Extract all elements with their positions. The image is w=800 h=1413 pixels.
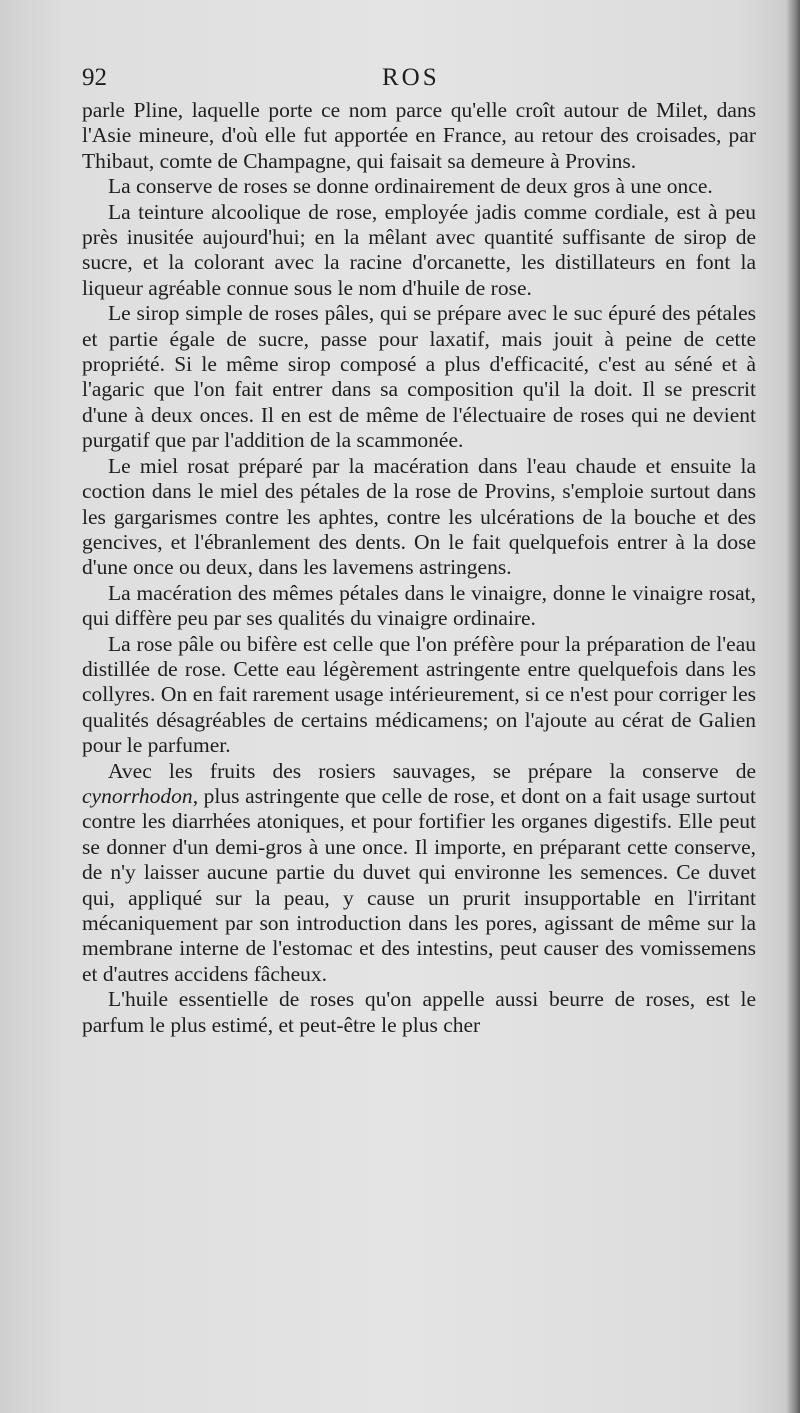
paragraph: La macération des mêmes pétales dans le vinaigre, donne le vinaigre rosat, qui diffère peu par ses qualités du vinaigre ordinaire. [82,580,756,631]
page-number: 92 [82,64,107,91]
italic-term: cynorrhodon [82,783,193,808]
paragraph: La conserve de roses se donne ordinairement de deux gros à une once. [108,174,713,199]
paragraph: Le miel rosat préparé par la macération dans l'eau chaude et ensuite la coction dans le miel des pétales de la rose de Provins, s'emploie surtout dans les gargarismes contre les aphtes, contre les ulcérations de la bouche et des gencives, et l'ébranlement des dents. On le fait quelquefois entrer à la dose d'une once ou deux, dans les lavemens astringens. [82,453,756,580]
paragraph: La teinture alcoolique de rose, employée jadis comme cordiale, est à peu près inusitée aujourd'hui; en la mêlant avec quantité suffisante de sirop de sucre, et la colorant avec la racine d'orcanette, les distillateurs en font la liqueur agréable connue sous le nom d'huile de rose. [82,199,756,300]
body-text [82,98,756,1038]
paragraph: parle Pline, laquelle porte ce nom parce qu'elle croît autour de Milet, dans l'Asie mineure, d'où elle fut apportée en France, au retour des croisades, par Thibaut, comte de Champagne, qui faisait sa demeure à Provins. [82,98,756,173]
page-edge-shadow [786,0,800,1413]
paragraph-text: Avec les fruits des rosiers sauvages, se prépare la conserve de [108,758,756,783]
page-header [82,60,756,96]
running-head: ROS [382,64,440,91]
paragraph: L'huile essentielle de roses qu'on appelle aussi beurre de roses, est le parfum le plus estimé, et peut-être le plus cher [82,987,756,1037]
paragraph-cynorrhodon [82,759,756,988]
paragraph-text: , plus astringente que celle de rose, et dont on a fait usage surtout contre les diarrhées atoniques, et pour fortifier les organes digestifs. Elle peut se donner d'un demi-gros à une once. Il importe, en préparant cette conserve, de n'y laisser aucune partie du duvet qui environne les semences. Ce duvet qui, appliqué sur la peau, y cause un prurit insupportable en l'irritant mécaniquement par son introduction dans les pores, agissant de même sur la membrane interne de l'estomac et des intestins, peut causer des vomissemens et d'autres accidens fâcheux. [82,783,756,986]
paragraph: Le sirop simple de roses pâles, qui se prépare avec le suc épuré des pétales et partie égale de sucre, passe pour laxatif, mais jouit à peine de cette propriété. Si le même sirop composé a plus d'efficacité, c'est au séné et à l'agaric que l'on fait entrer dans sa composition qu'il la doit. Il se prescrit d'une à deux onces. Il en est de même de l'électuaire de roses qui ne devient purgatif que par l'addition de la scammonée. [82,301,756,453]
paragraph: La rose pâle ou bifère est celle que l'on préfère pour la préparation de l'eau distillée de rose. Cette eau légèrement astringente entre quelquefois dans les collyres. On en fait rarement usage intérieurement, si ce n'est pour corriger les qualités désagréables de certains médicamens; on l'ajoute au cérat de Galien pour le parfumer. [82,631,756,758]
